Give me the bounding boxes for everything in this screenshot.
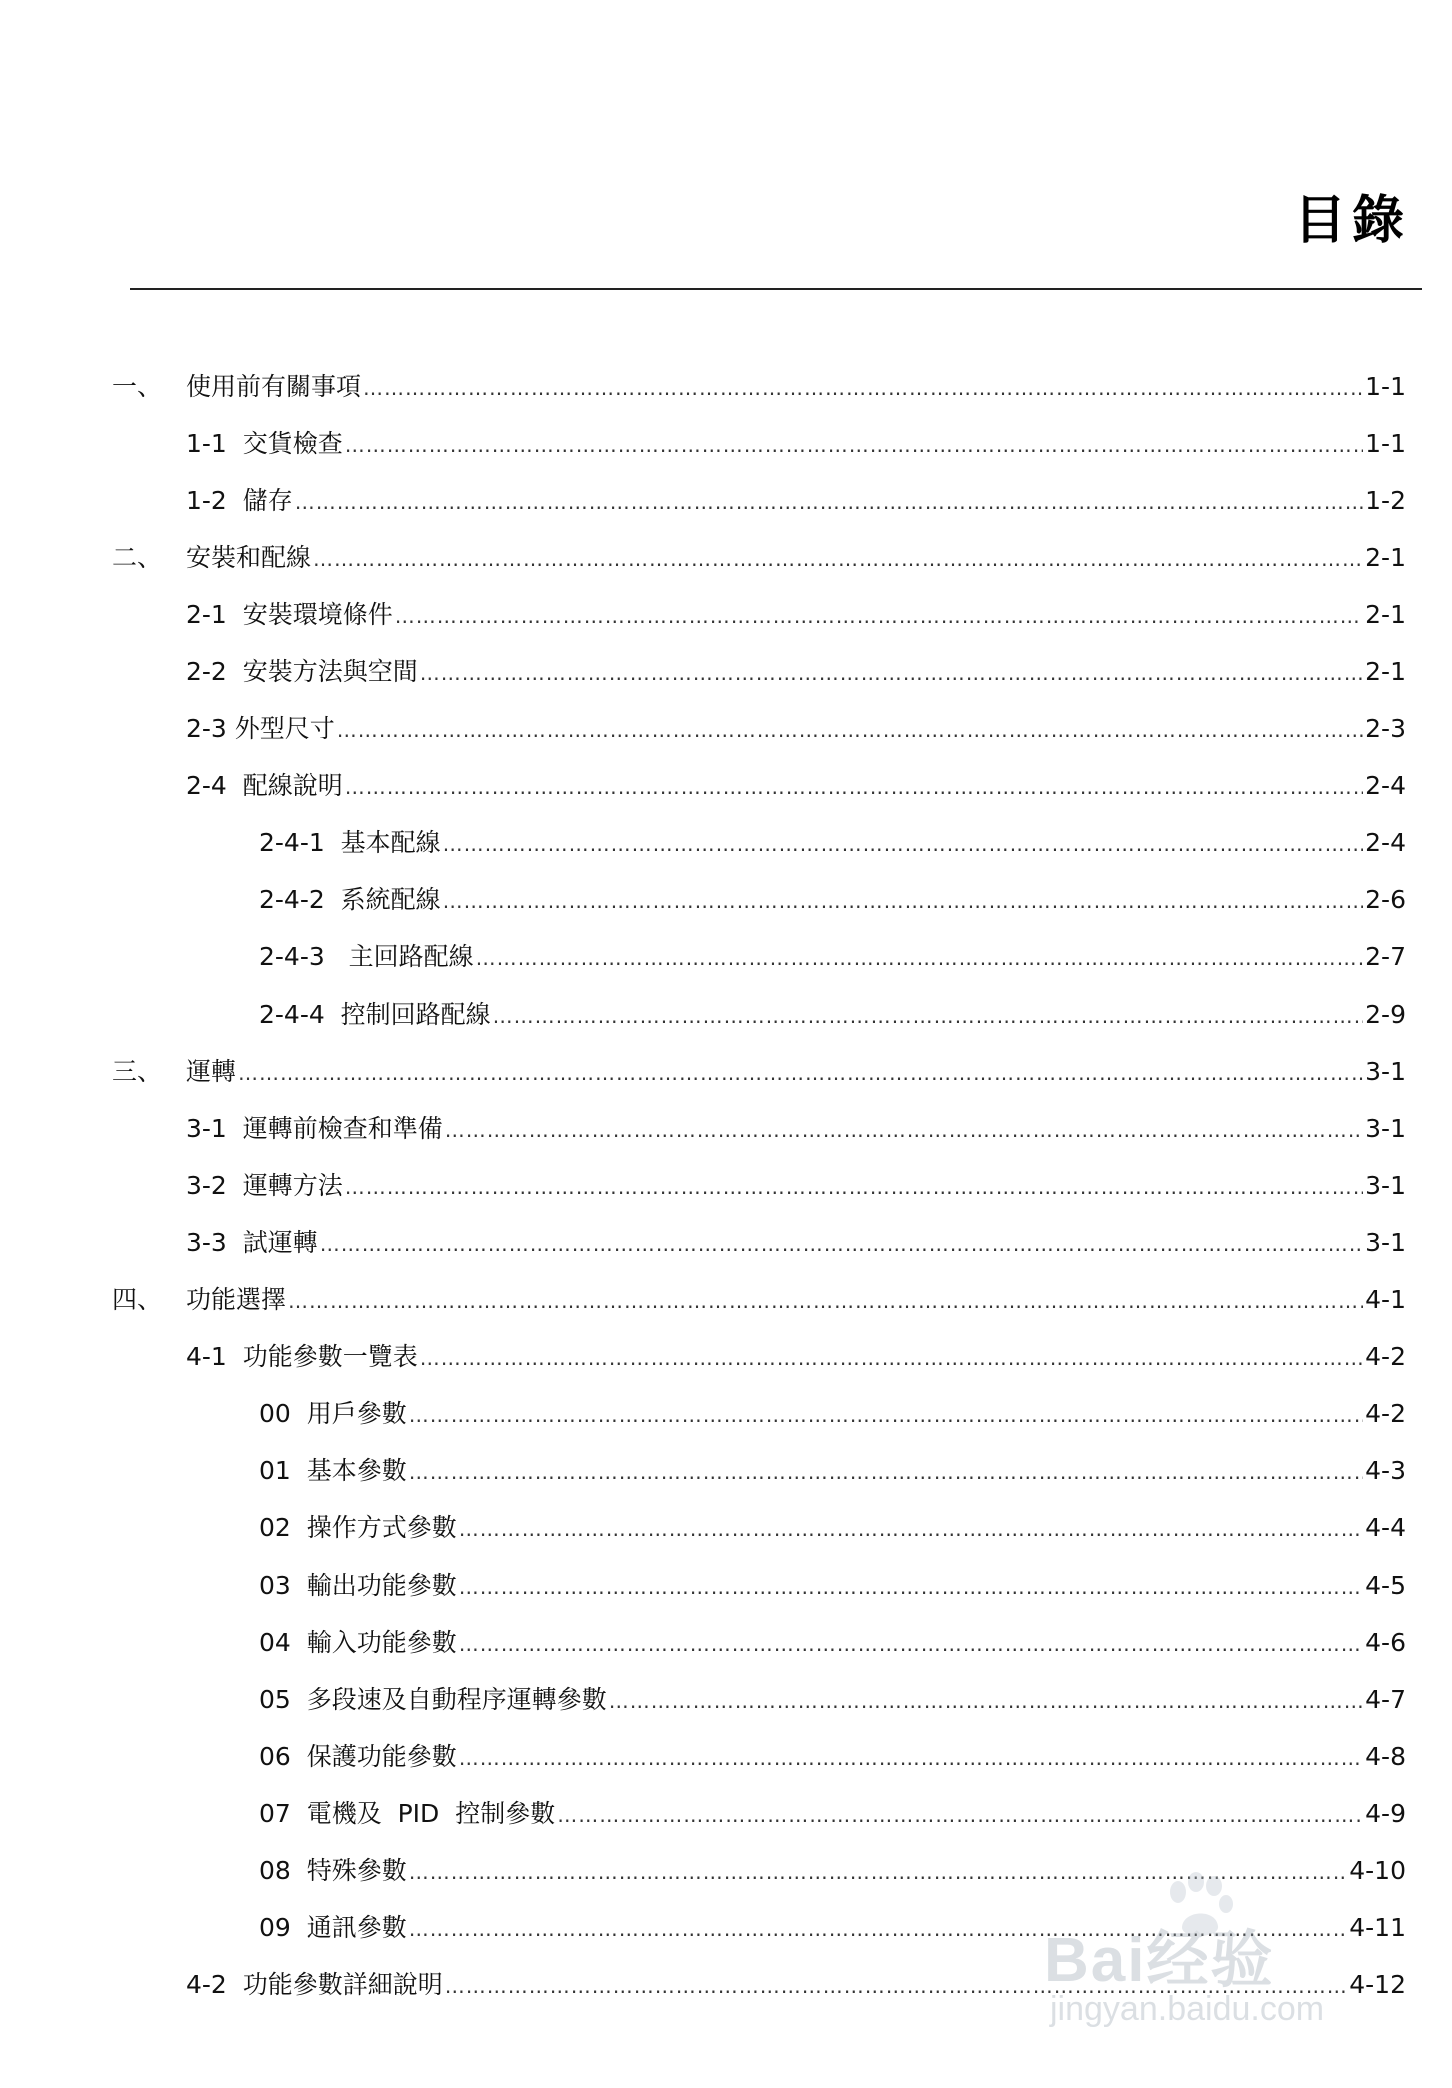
toc-entry-line	[259, 1737, 1406, 1773]
toc-entry-line	[259, 1451, 1406, 1487]
toc-entry-label: 2-4-2 系統配線	[259, 885, 441, 915]
toc-entry-label: 07 電機及 PID 控制參數	[259, 1798, 556, 1828]
toc-dot-leader	[557, 1803, 1363, 1827]
toc-entry-line	[259, 1508, 1406, 1544]
toc-entry[interactable]	[0, 413, 1452, 470]
toc-page-number: 4-3	[1365, 1456, 1406, 1486]
toc-entry-label: 03 輸出功能參數	[259, 1570, 457, 1600]
toc-page-number: 2-6	[1365, 885, 1406, 915]
toc-entry-label: 08 特殊參數	[259, 1855, 407, 1885]
toc-entry[interactable]	[0, 1327, 1452, 1384]
toc-dot-leader	[443, 832, 1364, 856]
toc-page-number: 3-1	[1365, 1056, 1406, 1086]
toc-entry-line	[259, 1794, 1406, 1830]
toc-chapter-number: 一、	[112, 371, 163, 401]
baidu-watermark	[1034, 1872, 1394, 2032]
toc-dot-leader	[459, 1632, 1363, 1656]
page-title: 目錄	[1293, 191, 1410, 251]
toc-page-number: 2-4	[1365, 828, 1406, 858]
toc-entry[interactable]	[0, 1041, 1452, 1098]
toc-page-number: 4-1	[1365, 1285, 1406, 1315]
toc-entry-line	[186, 538, 1406, 574]
toc-page-number: 4-11	[1349, 1913, 1406, 1943]
toc-page-number: 4-2	[1365, 1399, 1406, 1429]
toc-entry[interactable]	[0, 984, 1452, 1041]
toc-entry-line	[259, 880, 1406, 916]
toc-entry-label: 01 基本參數	[259, 1456, 407, 1486]
toc-entry[interactable]	[0, 813, 1452, 870]
toc-page-number: 1-2	[1365, 485, 1406, 515]
toc-page-number: 4-9	[1365, 1798, 1406, 1828]
toc-dot-leader	[337, 718, 1363, 742]
toc-entry-line	[259, 823, 1406, 859]
toc-entry-line	[186, 1166, 1406, 1202]
toc-entry-line	[186, 709, 1406, 745]
toc-chapter-number: 三、	[112, 1056, 163, 1086]
toc-page-number: 4-2	[1365, 1342, 1406, 1372]
toc-page-number: 4-5	[1365, 1570, 1406, 1600]
toc-entry-label: 3-3 試運轉	[186, 1227, 318, 1257]
toc-entry-label: 2-1 安裝環境條件	[186, 599, 393, 629]
toc-entry-label: 使用前有關事項	[186, 371, 362, 401]
toc-entry[interactable]	[0, 1726, 1452, 1783]
toc-entry-label: 04 輸入功能參數	[259, 1627, 457, 1657]
toc-entry-label: 06 保護功能參數	[259, 1741, 457, 1771]
toc-entry-label: 2-4-4 控制回路配線	[259, 999, 491, 1029]
toc-entry-label: 1-1 交貨檢查	[186, 428, 343, 458]
toc-entry-label: 09 通訊參數	[259, 1913, 407, 1943]
watermark-url: jingyan.baidu.com	[1050, 1990, 1325, 2028]
toc-entry[interactable]	[0, 1098, 1452, 1155]
toc-entry[interactable]	[0, 1441, 1452, 1498]
toc-entry-line	[186, 1337, 1406, 1373]
toc-dot-leader	[420, 1346, 1363, 1370]
toc-page-number: 2-7	[1365, 942, 1406, 972]
toc-entry-label: 02 操作方式參數	[259, 1513, 457, 1543]
toc-entry-label: 2-4-1 基本配線	[259, 828, 441, 858]
toc-dot-leader	[609, 1689, 1363, 1713]
toc-entry-label: 00 用戶參數	[259, 1399, 407, 1429]
toc-entry[interactable]	[0, 1555, 1452, 1612]
toc-entry-line	[259, 995, 1406, 1031]
toc-dot-leader	[459, 1517, 1363, 1541]
toc-dot-leader	[443, 889, 1364, 913]
toc-entry-label: 3-1 運轉前檢查和準備	[186, 1113, 443, 1143]
toc-entry-line	[186, 1280, 1406, 1316]
toc-entry[interactable]	[0, 1212, 1452, 1269]
toc-page-number: 2-3	[1365, 714, 1406, 744]
toc-dot-leader	[363, 376, 1363, 400]
toc-entry-line	[259, 1623, 1406, 1659]
toc-dot-leader	[313, 547, 1363, 571]
toc-dot-leader	[445, 1118, 1363, 1142]
toc-entry-label: 4-1 功能參數一覽表	[186, 1342, 418, 1372]
toc-entry[interactable]	[0, 756, 1452, 813]
table-of-contents	[0, 356, 1452, 2012]
toc-entry-line	[186, 1052, 1406, 1088]
toc-entry-label: 2-3 外型尺寸	[186, 714, 335, 744]
toc-page-number: 4-6	[1365, 1627, 1406, 1657]
toc-entry-line	[186, 766, 1406, 802]
toc-entry-line	[186, 595, 1406, 631]
toc-entry-label: 2-4 配線說明	[186, 771, 343, 801]
toc-entry[interactable]	[0, 584, 1452, 641]
toc-entry[interactable]	[0, 1270, 1452, 1327]
toc-entry[interactable]	[0, 641, 1452, 698]
toc-dot-leader	[476, 946, 1364, 970]
toc-entry-label: 1-2 儲存	[186, 485, 293, 515]
toc-entry-line	[259, 1680, 1406, 1716]
toc-dot-leader	[395, 604, 1363, 628]
toc-entry-line	[186, 652, 1406, 688]
toc-entry-line	[259, 1394, 1406, 1430]
toc-entry-label: 4-2 功能參數詳細說明	[186, 1970, 443, 2000]
toc-chapter-number: 二、	[112, 542, 163, 572]
toc-entry[interactable]	[0, 1155, 1452, 1212]
toc-entry[interactable]	[0, 699, 1452, 756]
toc-entry[interactable]	[0, 1384, 1452, 1441]
toc-entry[interactable]	[0, 1498, 1452, 1555]
toc-entry-line	[259, 1566, 1406, 1602]
toc-entry-label: 2-2 安裝方法與空間	[186, 657, 418, 687]
toc-page-number: 2-1	[1365, 599, 1406, 629]
toc-entry-label: 運轉	[186, 1056, 237, 1086]
toc-dot-leader	[409, 1403, 1363, 1427]
toc-dot-leader	[345, 775, 1363, 799]
toc-entry-line	[186, 424, 1406, 460]
toc-page-number: 4-12	[1349, 1970, 1406, 2000]
toc-page-number: 4-7	[1365, 1684, 1406, 1714]
toc-entry[interactable]	[0, 356, 1452, 413]
toc-dot-leader	[295, 490, 1363, 514]
toc-page-number: 3-1	[1365, 1113, 1406, 1143]
toc-page-number: 3-1	[1365, 1170, 1406, 1200]
toc-entry-line	[186, 481, 1406, 517]
toc-dot-leader	[238, 1061, 1363, 1085]
toc-page-number: 3-1	[1365, 1227, 1406, 1257]
toc-entry-line	[259, 937, 1406, 973]
toc-dot-leader	[459, 1746, 1363, 1770]
toc-entry[interactable]	[0, 1612, 1452, 1669]
toc-entry[interactable]	[0, 870, 1452, 927]
toc-entry[interactable]	[0, 1669, 1452, 1726]
toc-page-number: 2-9	[1365, 999, 1406, 1029]
toc-entry-label: 2-4-3 主回路配線	[259, 942, 474, 972]
toc-page-number: 2-1	[1365, 657, 1406, 687]
toc-dot-leader	[345, 1175, 1363, 1199]
toc-entry-label: 功能選擇	[186, 1285, 287, 1315]
toc-entry[interactable]	[0, 470, 1452, 527]
toc-dot-leader	[420, 661, 1363, 685]
toc-entry[interactable]	[0, 1783, 1452, 1840]
toc-dot-leader	[493, 1004, 1364, 1028]
toc-entry-label: 05 多段速及自動程序運轉參數	[259, 1684, 607, 1714]
toc-entry-line	[186, 367, 1406, 403]
toc-page-number: 4-4	[1365, 1513, 1406, 1543]
toc-dot-leader	[459, 1575, 1363, 1599]
toc-dot-leader	[320, 1232, 1363, 1256]
toc-dot-leader	[288, 1289, 1363, 1313]
toc-page-number: 1-1	[1365, 428, 1406, 458]
toc-chapter-number: 四、	[112, 1285, 163, 1315]
toc-dot-leader	[345, 433, 1363, 457]
toc-entry-line	[186, 1109, 1406, 1145]
toc-dot-leader	[409, 1460, 1363, 1484]
toc-entry-label: 3-2 運轉方法	[186, 1170, 343, 1200]
toc-page-number: 4-10	[1349, 1855, 1406, 1885]
toc-entry-line	[186, 1223, 1406, 1259]
toc-page-number: 2-1	[1365, 542, 1406, 572]
toc-entry-label: 安裝和配線	[186, 542, 312, 572]
toc-entry[interactable]	[0, 927, 1452, 984]
title-divider	[130, 288, 1422, 290]
toc-page-number: 2-4	[1365, 771, 1406, 801]
toc-entry[interactable]	[0, 527, 1452, 584]
watermark-brand: Bai经验	[1044, 1926, 1275, 1995]
toc-page-number: 4-8	[1365, 1741, 1406, 1771]
toc-page-number: 1-1	[1365, 371, 1406, 401]
